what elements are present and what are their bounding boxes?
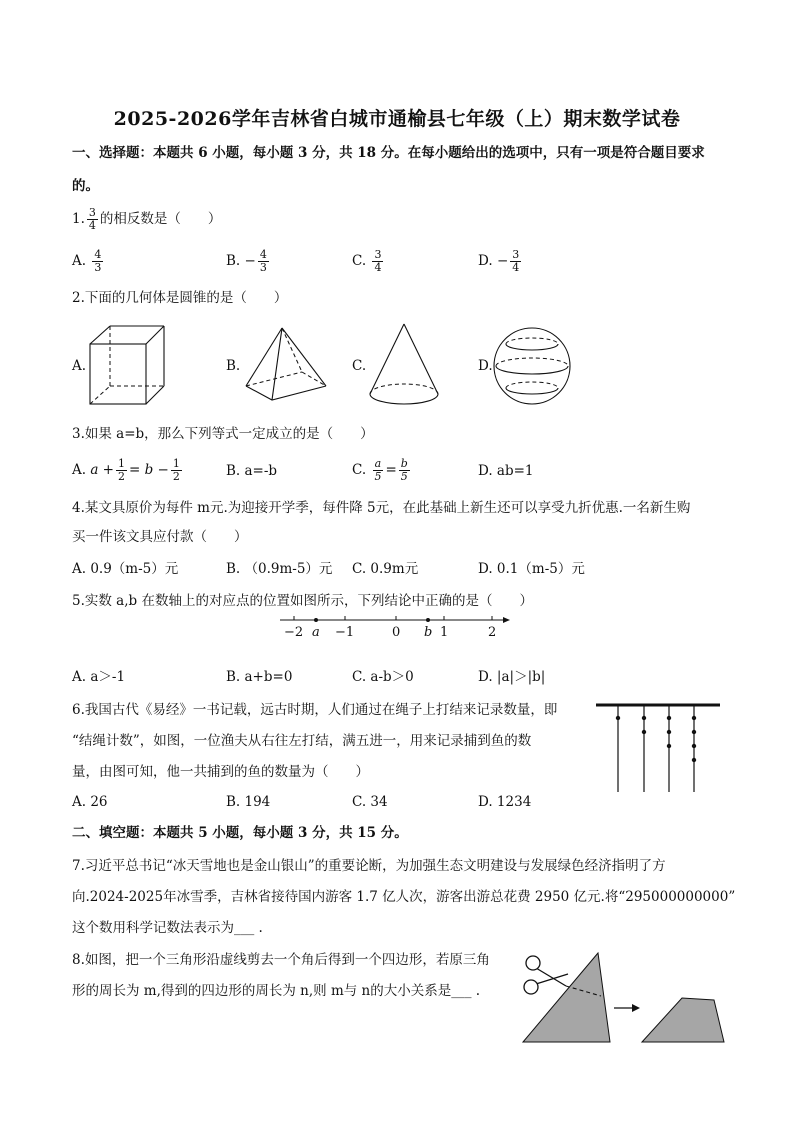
fraction-numerator: 1 bbox=[118, 457, 125, 470]
fraction-numerator: a bbox=[374, 457, 382, 470]
q1-option-b[interactable] bbox=[226, 249, 271, 274]
option-label: C. bbox=[352, 253, 367, 269]
point-a bbox=[314, 618, 318, 622]
q6-option-c[interactable]: C. 34 bbox=[352, 794, 388, 810]
q4-option-b[interactable]: B. （0.9m-5）元 bbox=[226, 561, 333, 577]
option-expr: = b − bbox=[129, 462, 169, 478]
fraction bbox=[92, 249, 103, 274]
fraction bbox=[372, 458, 383, 483]
question-number: 1. bbox=[72, 211, 85, 227]
option-label: A. bbox=[72, 462, 87, 478]
q2-option-b[interactable]: B. bbox=[226, 358, 241, 374]
fraction-denominator: 4 bbox=[512, 261, 520, 274]
section-1-heading: 一、选择题：本题共 6 小题，每小题 3 分，共 18 分。在每小题给出的选项中，只有一项是符合题目要求 bbox=[72, 145, 705, 161]
fraction-denominator: 2 bbox=[118, 470, 125, 483]
question-2: 2.下面的几何体是圆锥的是（ ） bbox=[72, 290, 288, 306]
q1-option-a[interactable] bbox=[72, 249, 105, 274]
fraction-numerator: 4 bbox=[259, 248, 267, 261]
q6-option-a[interactable]: A. 26 bbox=[72, 794, 108, 810]
axis-label: −1 bbox=[335, 625, 355, 640]
q5-option-d[interactable]: D. |a|＞|b| bbox=[478, 669, 546, 685]
q5-option-c[interactable]: C. a-b＞0 bbox=[352, 669, 414, 685]
q3-option-a[interactable] bbox=[72, 458, 184, 483]
fraction-numerator: 3 bbox=[512, 248, 520, 261]
q2-option-c[interactable]: C. bbox=[352, 358, 367, 374]
q5-option-b[interactable]: B. a+b=0 bbox=[226, 669, 293, 685]
option-label: D. bbox=[478, 253, 493, 269]
q4-option-c[interactable]: C. 0.9m元 bbox=[352, 561, 419, 577]
option-sign: − bbox=[496, 253, 509, 269]
question-4-cont: 买一件该文具应付款（ ） bbox=[72, 529, 248, 545]
question-8: 8.如图，把一个三角形沿虚线剪去一个角后得到一个四边形，若原三角 bbox=[72, 952, 490, 968]
question-8-cont: 形的周长为 m,得到的四边形的周长为 n,则 m与 n的大小关系是___ . bbox=[72, 983, 481, 999]
q3-option-c[interactable] bbox=[352, 458, 412, 483]
fraction bbox=[510, 249, 521, 274]
q4-option-d[interactable]: D. 0.1（m-5）元 bbox=[478, 561, 585, 577]
q1-option-c[interactable] bbox=[352, 249, 385, 274]
question-6-cont2: 量，由图可知，他一共捕到的鱼的数量为（ ） bbox=[72, 764, 369, 780]
q1-option-d[interactable] bbox=[478, 249, 523, 274]
fraction-numerator: 1 bbox=[172, 457, 180, 470]
axis-label: b bbox=[424, 625, 433, 640]
fraction-denominator: 5 bbox=[374, 470, 382, 483]
option-expr: a + bbox=[90, 462, 114, 478]
fraction-numerator: 3 bbox=[374, 248, 382, 261]
question-4: 4.某文具原价为每件 m元.为迎接开学季，每件降 5元，在此基础上新生还可以享受九折优惠.一名新生购 bbox=[72, 500, 691, 516]
question-7: 7.习近平总书记“冰天雪地也是金山银山”的重要论断，为加强生态文明建设与发展绿色经济指明了方 bbox=[72, 858, 666, 874]
question-1 bbox=[72, 207, 221, 232]
q3-option-b[interactable]: B. a=-b bbox=[226, 463, 278, 479]
fraction bbox=[258, 249, 269, 274]
arrow-icon bbox=[503, 617, 510, 623]
number-line bbox=[280, 612, 516, 640]
axis-label: −2 bbox=[284, 625, 304, 640]
axis-label: a bbox=[312, 625, 320, 640]
q2-option-a[interactable]: A. bbox=[72, 358, 87, 374]
fraction-numerator: b bbox=[400, 457, 408, 470]
scissors-icon bbox=[524, 956, 568, 994]
q5-option-a[interactable]: A. a＞-1 bbox=[72, 669, 126, 685]
option-label: B. bbox=[226, 253, 241, 269]
knot-rope-figure bbox=[596, 700, 722, 794]
axis-label: 1 bbox=[440, 625, 449, 640]
cube-figure bbox=[88, 324, 168, 410]
fraction-denominator: 2 bbox=[172, 470, 180, 483]
fraction bbox=[171, 458, 182, 483]
question-6-cont: “结绳计数”，如图，一位渔夫从右往左打结，满五进一，用来记录捕到鱼的数 bbox=[72, 733, 532, 749]
fraction-denominator: 5 bbox=[400, 470, 408, 483]
fraction bbox=[116, 458, 127, 483]
fraction-denominator: 4 bbox=[88, 219, 96, 232]
fraction bbox=[372, 249, 383, 274]
cone-figure bbox=[368, 322, 444, 412]
arrow-icon bbox=[614, 1004, 640, 1012]
q3-option-d[interactable]: D. ab=1 bbox=[478, 463, 534, 479]
axis-label: 0 bbox=[392, 625, 401, 640]
q2-option-d[interactable]: D. bbox=[478, 358, 493, 374]
question-5: 5.实数 a,b 在数轴上的对应点的位置如图所示，下列结论中正确的是（ ） bbox=[72, 593, 533, 609]
point-b bbox=[426, 618, 430, 622]
question-text: 的相反数是（ ） bbox=[99, 211, 222, 227]
equals-sign: = bbox=[385, 462, 397, 478]
section-2-heading: 二、填空题：本题共 5 小题，每小题 3 分，共 15 分。 bbox=[72, 825, 408, 841]
fraction-denominator: 3 bbox=[259, 261, 267, 274]
option-sign: − bbox=[244, 253, 256, 269]
q6-option-d[interactable]: D. 1234 bbox=[478, 794, 532, 810]
pyramid-figure bbox=[244, 326, 334, 406]
fraction-numerator: 4 bbox=[94, 248, 102, 261]
page-title: 2025-2026学年吉林省白城市通榆县七年级（上）期末数学试卷 bbox=[113, 108, 681, 130]
sphere-figure bbox=[492, 326, 576, 410]
option-label: C. bbox=[352, 462, 367, 478]
option-label: A. bbox=[72, 253, 87, 269]
section-1-heading-cont: 的。 bbox=[72, 178, 99, 194]
quadrilateral-shape bbox=[642, 998, 724, 1042]
question-3: 3.如果 a=b，那么下列等式一定成立的是（ ） bbox=[72, 426, 374, 442]
fraction-denominator: 4 bbox=[374, 261, 382, 274]
axis-label: 2 bbox=[488, 625, 497, 640]
fraction-denominator: 3 bbox=[94, 261, 102, 274]
fraction bbox=[87, 207, 98, 232]
q6-option-b[interactable]: B. 194 bbox=[226, 794, 271, 810]
fraction bbox=[399, 458, 410, 483]
cut-triangle-figure bbox=[518, 950, 746, 1050]
question-7-cont2: 这个数用科学记数法表示为___ . bbox=[72, 920, 263, 936]
fraction-numerator: 3 bbox=[88, 206, 96, 219]
q4-option-a[interactable]: A. 0.9（m-5）元 bbox=[72, 561, 179, 577]
question-7-cont: 向.2024-2025年冰雪季，吉林省接待国内游客 1.7 亿人次，游客出游总花费 2950 亿元.将“295000000000” bbox=[72, 889, 736, 905]
question-6: 6.我国古代《易经》一书记载，远古时期，人们通过在绳子上打结来记录数量，即 bbox=[72, 702, 558, 718]
